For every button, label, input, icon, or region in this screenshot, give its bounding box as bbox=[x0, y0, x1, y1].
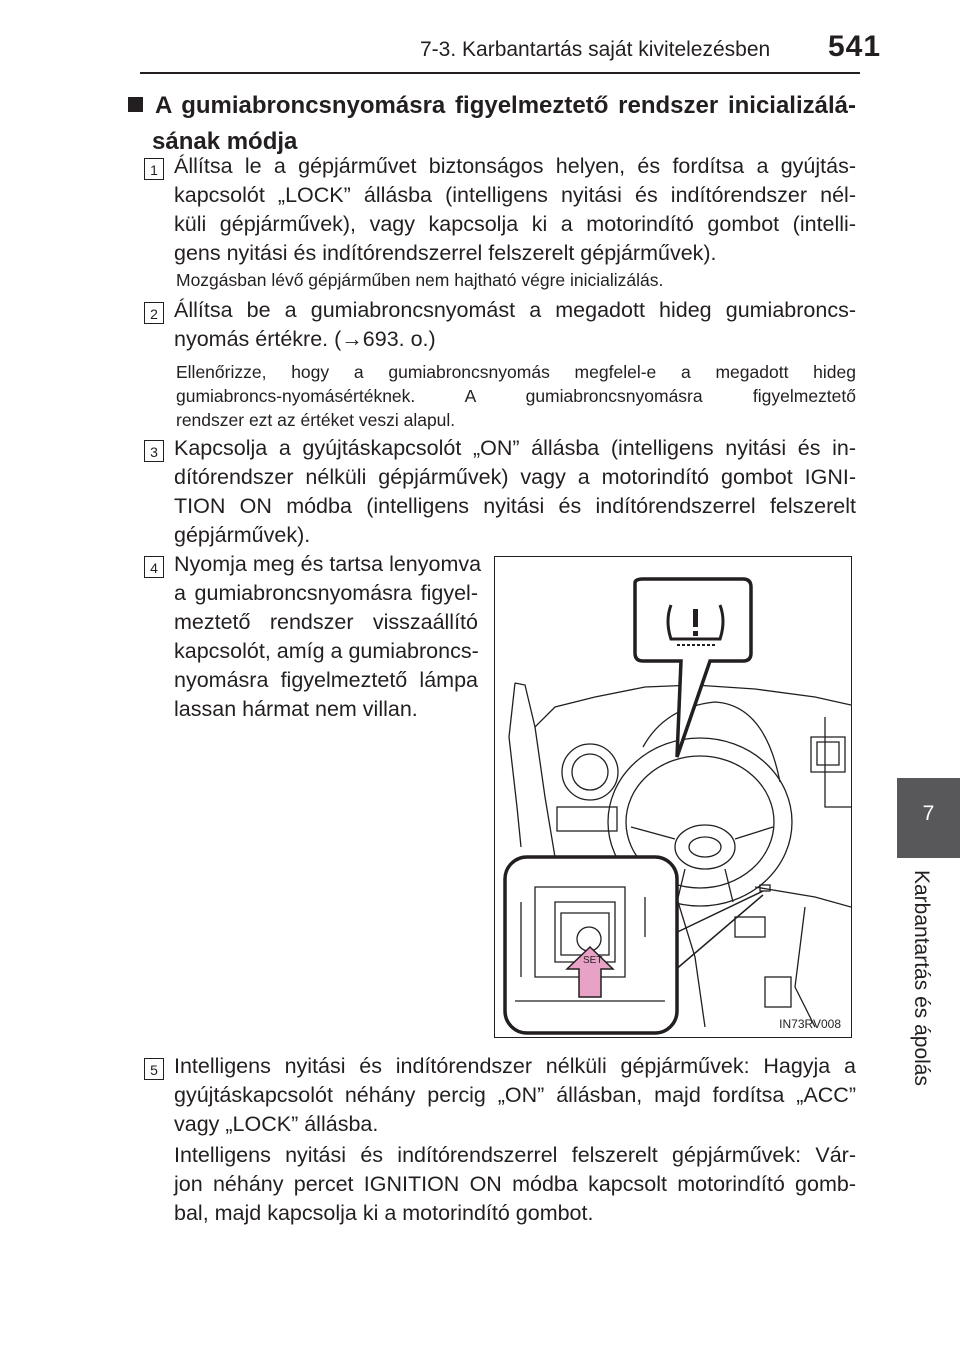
text-line: Kapcsolja a gyújtáskapcsolót „ON” állásba (intelligens nyitási és in- bbox=[174, 436, 856, 460]
section-heading bbox=[128, 88, 856, 160]
set-button-label: SET bbox=[583, 955, 603, 966]
section-title-line1: A gumiabroncsnyomásra figyelmeztető rendszer inicializálá- bbox=[155, 92, 856, 119]
text-line: gumiabroncs-nyomásértéknek. A gumiabroncsnyomásra figyelmeztető bbox=[176, 386, 856, 406]
text-line: kapcsolót „LOCK” állásba (intelligens nyitási és indítórendszer nél- bbox=[174, 183, 856, 207]
text-line: gyújtáskapcsolót néhány percig „ON” állásban, majd fordítsa „ACC” bbox=[174, 1083, 856, 1107]
dashboard-illustration bbox=[494, 556, 852, 1038]
text-line: gens nyitási és indítórendszerrel felszerelt gépjárművek). bbox=[174, 241, 717, 265]
step-1-text bbox=[174, 152, 856, 268]
header-rule bbox=[140, 72, 860, 74]
step-number-3: 3 bbox=[144, 440, 164, 462]
running-header-title: 7-3. Karbantartás saját kivitelezésben bbox=[420, 38, 771, 61]
dashboard-drawing bbox=[495, 557, 852, 1038]
step-number-1: 1 bbox=[144, 158, 164, 180]
step-2-text bbox=[174, 296, 856, 354]
chapter-number: 7 bbox=[922, 802, 935, 825]
text-line: Ellenőrizze, hogy a gumiabroncsnyomás megfelel-e a megadott hideg bbox=[176, 362, 856, 382]
step-5-text-b bbox=[174, 1141, 856, 1228]
text-line: Intelligens nyitási és indítórendszer nélküli gépjárművek: Hagyja a bbox=[174, 1054, 856, 1078]
text-line: kapcsolót, amíg a gumiabroncs- bbox=[174, 639, 479, 663]
section-title-line2: sának módja bbox=[152, 128, 298, 155]
text-line: meztető rendszer visszaállító bbox=[174, 610, 478, 634]
text-line: vagy „LOCK” állásba. bbox=[174, 1112, 379, 1136]
figure-code: IN73RV008 bbox=[779, 1017, 841, 1031]
text-line: gépjárművek). bbox=[174, 523, 311, 547]
text-line: bal, majd kapcsolja ki a motorindító gombot. bbox=[174, 1201, 594, 1225]
text-line: lassan hármat nem villan. bbox=[174, 697, 418, 721]
text-line: Mozgásban lévő gépjárműben nem hajtható végre inicializálás. bbox=[176, 270, 664, 290]
chapter-tab[interactable] bbox=[897, 778, 960, 858]
chapter-label: Karbantartás és ápolás bbox=[910, 870, 933, 1086]
step-number-4: 4 bbox=[144, 556, 164, 578]
step-4-text bbox=[174, 550, 482, 724]
text-line: Állítsa be a gumiabroncsnyomást a megadott hideg gumiabroncs- bbox=[174, 298, 856, 322]
step-number-5: 5 bbox=[144, 1058, 164, 1080]
text-line: a gumiabroncsnyomásra figyel- bbox=[174, 581, 478, 605]
text-line: Állítsa le a gépjárművet biztonságos helyen, és fordítsa a gyújtás- bbox=[174, 154, 856, 178]
text-line: rendszer ezt az értéket veszi alapul. bbox=[176, 410, 456, 430]
text-line: küli gépjárművek), vagy kapcsolja ki a motorindító gombot (intelli- bbox=[174, 212, 856, 236]
page-number: 541 bbox=[828, 30, 882, 63]
step-2-note bbox=[176, 360, 856, 432]
text-line: Nyomja meg és tartsa lenyomva bbox=[174, 552, 482, 576]
text-line: nyomás értékre. (→693. o.) bbox=[174, 327, 436, 351]
text-line: TION ON módba (intelligens nyitási és indítórendszerrel felszerelt bbox=[174, 494, 856, 518]
text-line: Intelligens nyitási és indítórendszerrel felszerelt gépjárművek: Vár- bbox=[174, 1143, 856, 1167]
text-line: dítórendszer nélküli gépjárművek) vagy a motorindító gombot IGNI- bbox=[174, 465, 856, 489]
text-line: jon néhány percet IGNITION ON módba kapcsolt motorindító gomb- bbox=[174, 1172, 856, 1196]
square-bullet-icon bbox=[128, 97, 143, 112]
step-3-text bbox=[174, 434, 856, 550]
text-line: nyomásra figyelmeztető lámpa bbox=[174, 668, 478, 692]
step-5-text bbox=[174, 1052, 856, 1139]
step-number-2: 2 bbox=[144, 302, 164, 324]
step-1-note bbox=[176, 268, 856, 292]
